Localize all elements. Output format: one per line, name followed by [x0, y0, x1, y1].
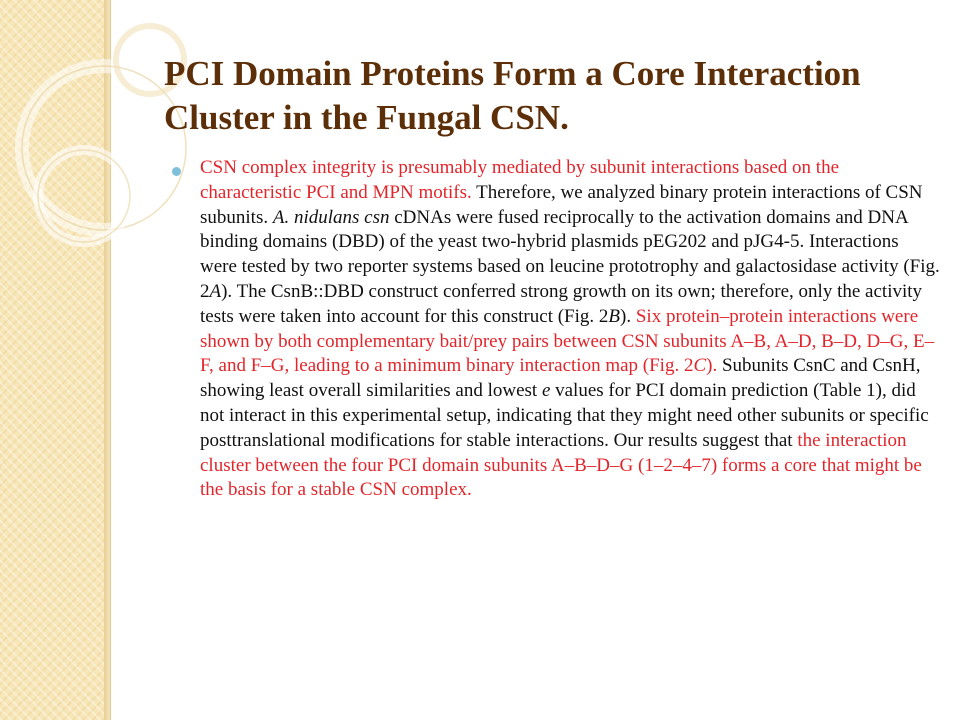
text-segment: values for PCI domain prediction (Table 1), did not interact in this experimental setup, indicating that they might need other subunits or specific posttranslational modifications for stable interactions. Our results suggest that — [200, 380, 929, 451]
content-area — [200, 156, 940, 503]
text-segment: Six protein–protein interactions were shown by both complementary bait/prey pairs between CSN subunits A–B, A–D, B–D, D–G, E–F, and F–G, leading to a minimum binary interaction map (Fig. 2 — [200, 305, 935, 377]
text-segment: ). The CsnB::DBD construct conferred strong growth on its own; therefore, only the activity tests were taken into account for this construct (Fig. 2 — [200, 280, 923, 327]
text-segment: ). — [620, 305, 632, 327]
text-segment: ). — [706, 355, 718, 377]
text-segment: CSN complex integrity is presumably mediated by subunit interactions based on the characteristic PCI and MPN motifs. — [200, 157, 840, 203]
slide-title: PCI Domain Proteins Form a Core Interaction Cluster in the Fungal CSN. — [164, 54, 861, 137]
text-segment: the interaction cluster between the four PCI domain subunits A–B–D–G (1–2–4–7) forms a core that might be the basis for a stable CSN complex. — [200, 429, 922, 501]
text-segment: Therefore, we analyzed binary protein interactions of CSN subunits. — [200, 181, 923, 228]
text-segment: e — [541, 380, 551, 402]
bullet-paragraph — [200, 156, 940, 503]
bullet-dot-icon — [172, 167, 181, 176]
text-segment: B — [608, 305, 621, 327]
text-segment: A. nidulans csn — [272, 206, 390, 228]
text-segment: cDNAs were fused reciprocally to the activation domains and DNA binding domains (DBD) of the yeast two-hybrid plasmids pEG202 and pJG4-5. Interactions were tested by two reporter systems based on leucine prototrophy and galactosidase activity (Fig. 2 — [200, 206, 940, 302]
text-segment: Subunits CsnC and CsnH, showing least overall similarities and lowest — [200, 355, 921, 402]
text-segment: A — [209, 280, 222, 302]
text-segment: C — [693, 355, 707, 377]
